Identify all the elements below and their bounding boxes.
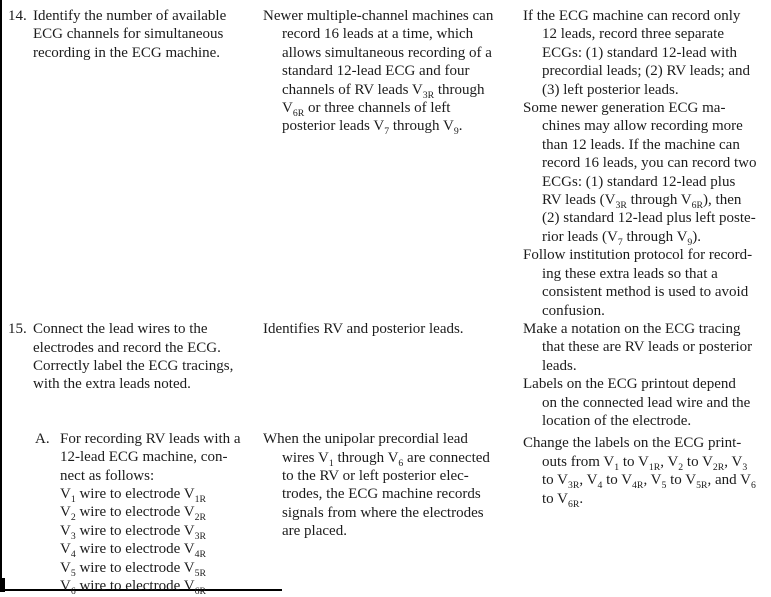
step-15-text: Connect the lead wires to the electrodes and record the ECG. Correctly label the ECG tracings, with the extra leads noted. <box>33 321 234 393</box>
step-15a <box>35 430 258 596</box>
rationale-step-14: Newer multiple-channel machines can record 16 leads at a time, which allows simultaneous recording of a standard 12-lead ECG and four channels of RV leads $V_{3R}$ through $V_{6R}$ or three channels of left posterior leads $V_7$ through $V_9$. <box>263 8 494 138</box>
rationale-step-15a: When the unipolar precordial lead wires $V_1$ through $V_6$ are connected to the RV or left posterior elec- trodes, the ECG machine records signals from where the electrodes are placed. <box>263 431 490 540</box>
step-15-number: 15. <box>8 321 27 338</box>
step-14-number: 14. <box>8 8 27 24</box>
consideration-15-1: Make a notation on the ECG tracing that these are RV leads or posterior leads. <box>523 320 753 374</box>
step-15a-text: For recording RV leads with a 12-lead ECG machine, con- nect as follows: $V_1$ wire to electrode $V_{1R}$ $V_2$ wire to electrode $V_{2R}$ $V_3$ wire to electrode $V_{3R}$ $V_4$ wire to electrode $V_{4R}$ $V_5$ wire to electrode $V_{5R}$ $V_6$ wire to electrode $V_{6R}$ <box>60 430 241 597</box>
consideration-14-3: Follow institution protocol for record- ing these extra leads so that a consistent method is used to avoid confusion. <box>523 247 753 319</box>
column-steps <box>8 7 258 596</box>
column-rationale <box>263 7 515 541</box>
rationale-step-15: Identifies RV and posterior leads. <box>263 320 464 337</box>
consideration-15-2: Labels on the ECG printout depend on the connected lead wire and the location of the electrode. <box>523 376 751 429</box>
step-14-text: Identify the number of available ECG channels for simultaneous recording in the ECG machine. <box>33 8 227 61</box>
step-15 <box>8 320 258 394</box>
scan-edge-left <box>0 0 2 592</box>
consideration-14-2: Some newer generation ECG ma- chines may allow recording more than 12 leads. If the machine can record 16 leads, you can record two ECGs: (1) standard 12-lead plus RV leads ($V_{3R}$ through $V_{6R}$), then (2) standard 12-lead plus left poste- rior leads ($V_7$ through $V_9$). <box>523 100 757 248</box>
step-14 <box>8 7 258 62</box>
consideration-14-1: If the ECG machine can record only 12 leads, record three separate ECGs: (1) standard 12-lead with precordial leads; (2) RV leads; and (3) left posterior leads. <box>523 8 751 98</box>
step-15a-letter: A. <box>35 430 50 447</box>
scan-corner-mark <box>0 578 5 592</box>
consideration-15a-1: Change the labels on the ECG print- outs from $V_1$ to $V_{1R}$, $V_2$ to $V_{2R}$, $V_3$ to $V_{3R}$, $V_4$ to $V_{4R}$, $V_5$ to $V_{5R}$, and $V_6$ to $V_{6R}$. <box>523 435 756 510</box>
column-considerations <box>523 7 769 508</box>
